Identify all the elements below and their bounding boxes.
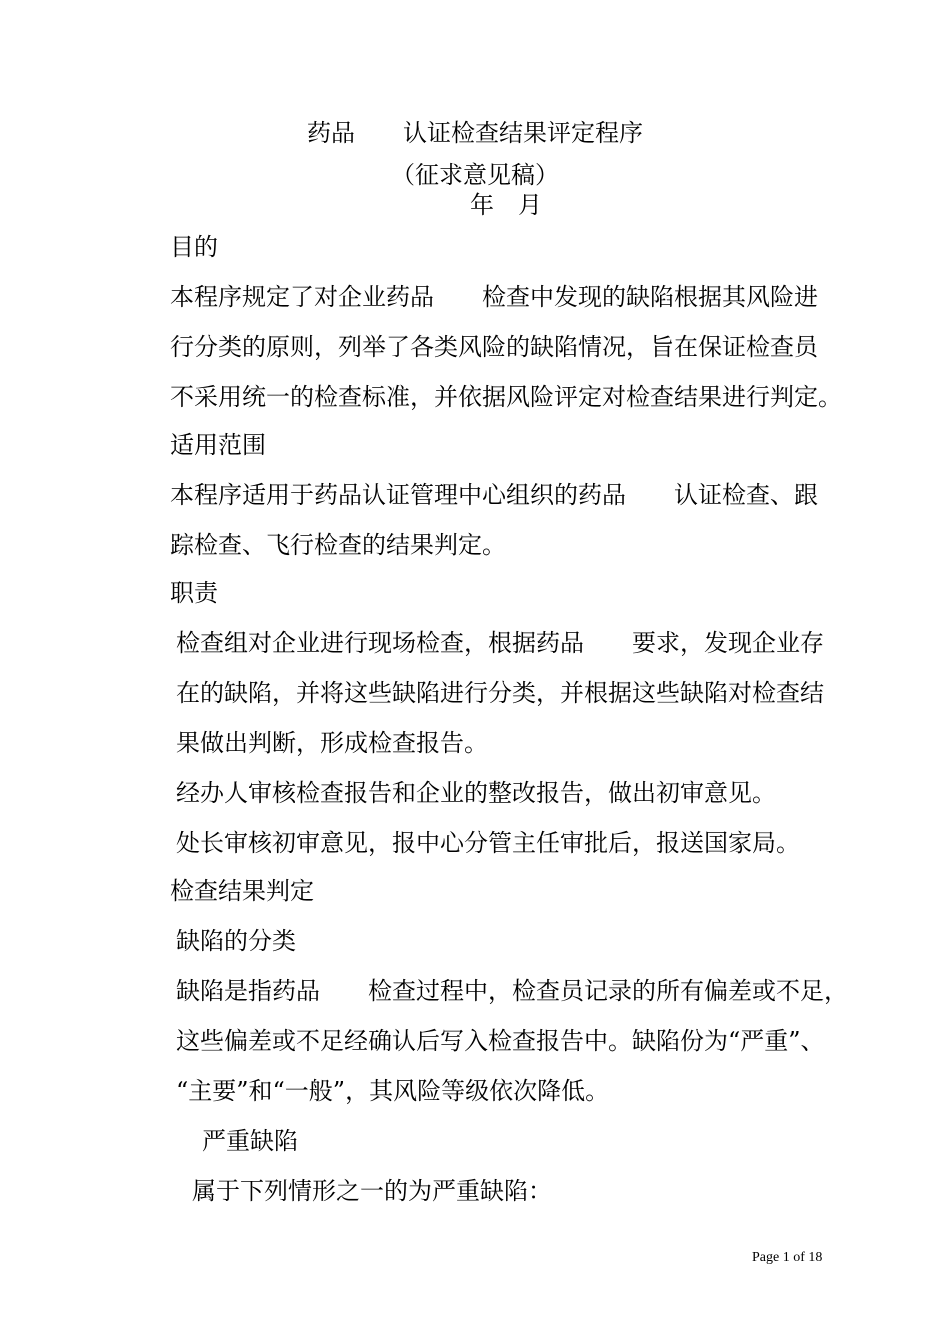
paragraph-line: 处长审核初审意见，报中心分管主任审批后，报送国家局。 [176,829,800,857]
paragraph-line: 行分类的原则，列举了各类风险的缺陷情况，旨在保证检查员 [170,333,818,361]
section-heading-judgement: 检查结果判定 [170,877,314,905]
page-number: Page 1 of 18 [752,1250,823,1265]
paragraph-line: “主要”和“一般”，其风险等级依次降低。 [176,1077,610,1105]
section-heading-purpose: 目的 [170,233,218,261]
section-heading-scope: 适用范围 [170,431,266,459]
paragraph-line: 踪检查、飞行检查的结果判定。 [170,531,506,559]
paragraph-line: 在的缺陷，并将这些缺陷进行分类，并根据这些缺陷对检查结 [176,679,824,707]
paragraph-line: 本程序适用于药品认证管理中心组织的药品 认证检查、跟 [170,481,818,509]
paragraph-line: 检查组对企业进行现场检查，根据药品 要求，发现企业存 [176,629,824,657]
paragraph-line: 果做出判断，形成检查报告。 [176,729,488,757]
paragraph-line: 这些偏差或不足经确认后写入检查报告中。缺陷份为“严重”、 [176,1027,825,1055]
paragraph-line: 经办人审核检查报告和企业的整改报告，做出初审意见。 [176,779,776,807]
paragraph-line: 缺陷是指药品 检查过程中，检查员记录的所有偏差或不足， [176,977,848,1005]
section-heading-duties: 职责 [170,579,218,607]
document-date: 年 月 [470,191,542,219]
paragraph-line: 属于下列情形之一的为严重缺陷： [192,1177,552,1205]
document-subtitle: （征求意见稿） [391,161,559,189]
subsection-heading-severe-defects: 严重缺陷 [202,1127,298,1155]
document-title: 药品 认证检查结果评定程序 [307,119,643,147]
subsection-heading-defect-classification: 缺陷的分类 [176,927,296,955]
paragraph-line: 不采用统一的检查标准，并依据风险评定对检查结果进行判定。 [170,383,842,411]
paragraph-line: 本程序规定了对企业药品 检查中发现的缺陷根据其风险进 [170,283,818,311]
